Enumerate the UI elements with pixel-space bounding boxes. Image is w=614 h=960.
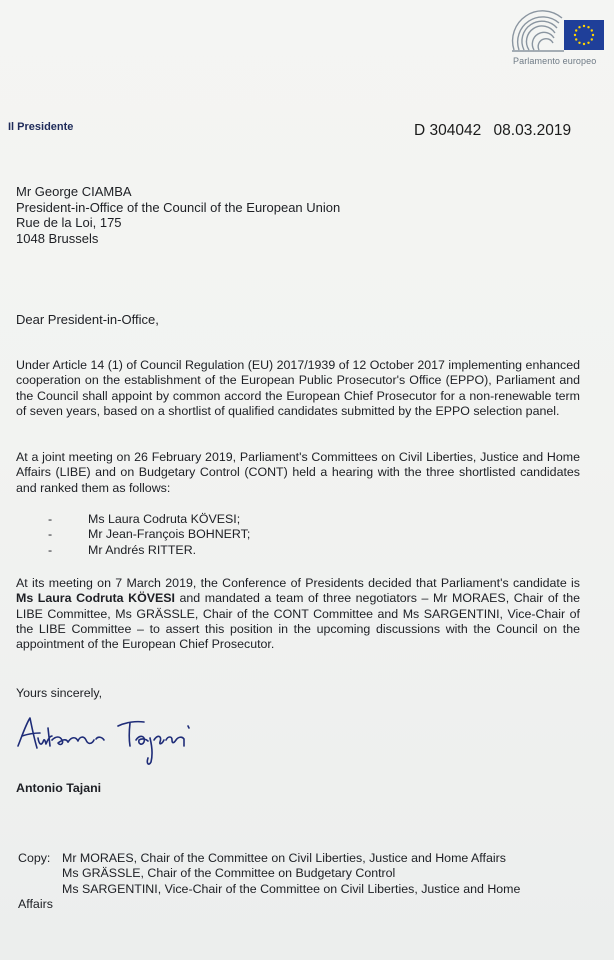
signer-name: Antonio Tajani xyxy=(16,781,102,795)
recipient-street: Rue de la Loi, 175 xyxy=(16,215,122,230)
document-reference xyxy=(414,122,579,140)
list-item: - Ms Laura Codruta KÖVESI; xyxy=(48,512,241,526)
eu-star-icon xyxy=(575,38,577,40)
recipient-name: Mr George CIAMBA xyxy=(16,184,132,199)
copy-list xyxy=(18,851,520,912)
copy-label: Copy: xyxy=(18,851,51,865)
paragraph-1: Under Article 14 (1) of Council Regulation (EU) 2017/1939 of 12 October 2017 implementing enhanced cooperation on the establishment of the European Public Prosecutor's Office (EPPO), Parliament and the Council shall appoint by common accord the European Chief Prosecutor for a non-renewable term of seven years, based on a shortlist of qualified candidates submitted by the EPPO selection panel. xyxy=(16,358,580,418)
recipient-address xyxy=(16,184,340,246)
eu-star-icon xyxy=(587,26,589,28)
candidate-name-bold: Ms Laura Codruta KÖVESI xyxy=(16,591,175,606)
eu-star-icon xyxy=(583,43,585,45)
closing: Yours sincerely, xyxy=(16,686,103,700)
copy-recipient-continued: Affairs xyxy=(18,896,53,911)
list-item: - Mr Andrés RITTER. xyxy=(48,542,197,557)
eu-star-icon xyxy=(587,42,589,44)
recipient-title: President-in-Office of the Council of the European Union xyxy=(16,199,341,215)
document-number: D 304042 xyxy=(414,122,482,139)
office-title: Il Presidente xyxy=(8,121,74,133)
document-date: 08.03.2019 xyxy=(493,122,572,139)
eu-star-icon xyxy=(574,34,576,36)
handwritten-signature xyxy=(12,706,212,768)
copy-recipient: Ms SARGENTINI, Vice-Chair of the Committee on Civil Liberties, Justice and Home xyxy=(62,881,521,896)
eu-star-icon xyxy=(578,26,580,28)
paragraph-2: At a joint meeting on 26 February 2019, Parliament's Committees on Civil Liberties, Justice and Home Affairs (LIBE) and on Budgetary Control (CONT) held a hearing with the three shortlisted candidates and ranked them as follows: xyxy=(16,450,580,495)
eu-star-icon xyxy=(578,42,580,44)
copy-recipient: Ms GRÄSSLE, Chair of the Committee on Budgetary Control xyxy=(62,866,396,881)
eu-star-icon xyxy=(592,34,594,36)
logo-text: Parlamento europeo xyxy=(513,56,597,66)
candidate-list xyxy=(48,512,250,558)
recipient-city: 1048 Brussels xyxy=(16,230,99,246)
copy-recipient: Copy: Mr MORAES, Chair of the Committee on Civil Liberties, Justice and Home Affairs xyxy=(18,851,506,865)
salutation: Dear President-in-Office, xyxy=(16,312,159,327)
eu-star-icon xyxy=(583,25,585,27)
eu-star-icon xyxy=(575,29,577,31)
list-item: - Mr Jean-François BOHNERT; xyxy=(48,527,251,542)
eu-flag-icon xyxy=(564,20,604,50)
paragraph-3: At its meeting on 7 March 2019, the Conference of Presidents decided that Parliament's candidate is Ms Laura Codruta KÖVESI and mandated a team of three negotiators – Mr MORAES, Chair of the LIBE Committee, Ms GRÄSSLE, Chair of the CONT Committee and Ms SARGENTINI, Vice-Chair of the LIBE Committee – to assert this position in the upcoming discussions with the Council on the appointment of the European Chief Prosecutor. xyxy=(16,576,580,652)
eu-star-icon xyxy=(591,29,593,31)
eu-star-icon xyxy=(591,38,593,40)
